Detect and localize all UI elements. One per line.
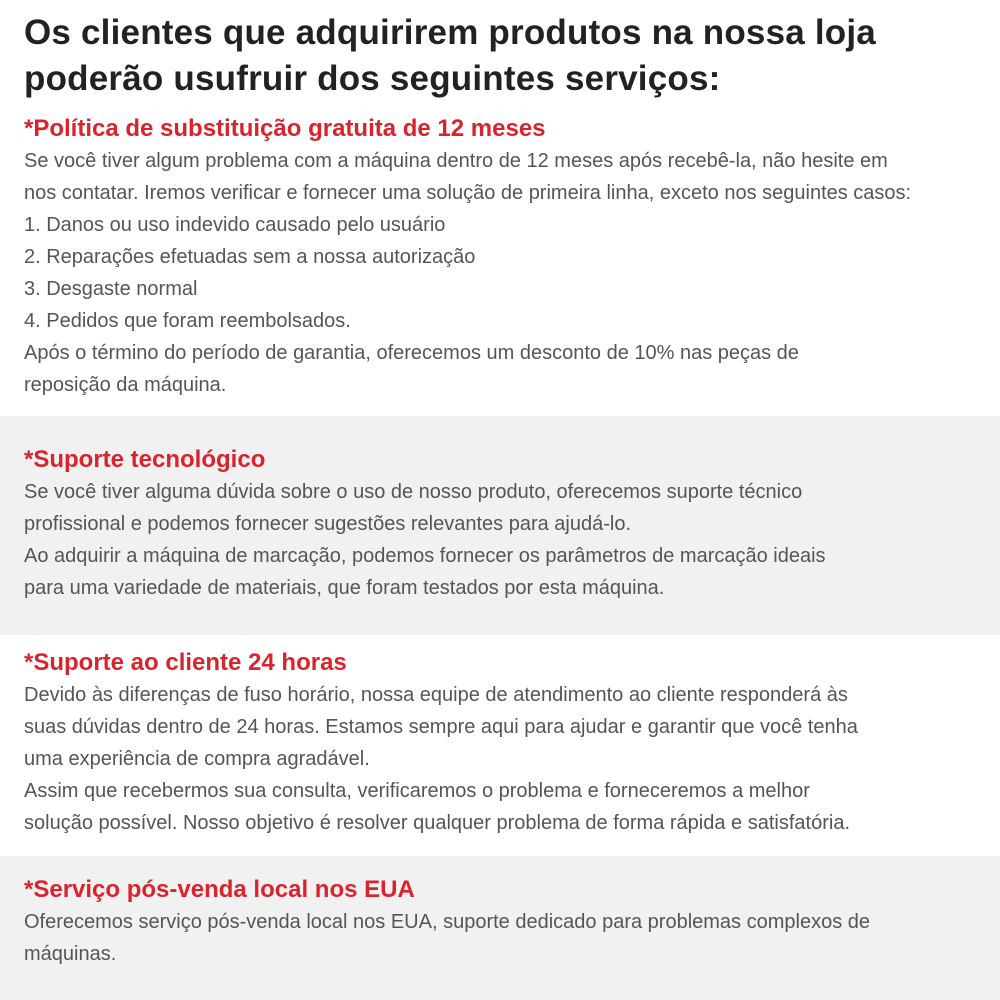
body-line: 3. Desgaste normal: [24, 278, 198, 300]
section-body-customer-support: [24, 679, 984, 839]
page-title-line-2: poderão usufruir dos seguintes serviços:: [24, 59, 721, 98]
body-line: Devido às diferenças de fuso horário, nossa equipe de atendimento ao cliente responderá às: [24, 684, 848, 706]
body-line: para uma variedade de materiais, que foram testados por esta máquina.: [24, 577, 665, 599]
body-line: 1. Danos ou uso indevido causado pelo usuário: [24, 214, 446, 236]
body-line: uma experiência de compra agradável.: [24, 748, 370, 770]
body-line: Oferecemos serviço pós-venda local nos EUA, suporte dedicado para problemas complexos de: [24, 911, 870, 933]
body-line: suas dúvidas dentro de 24 horas. Estamos sempre aqui para ajudar e garantir que você tenha: [24, 716, 858, 738]
body-line: máquinas.: [24, 943, 117, 965]
section-heading-customer-support: *Suporte ao cliente 24 horas: [24, 649, 347, 676]
section-heading-warranty: *Política de substituição gratuita de 12 meses: [24, 115, 546, 142]
section-body-tech-support: [24, 476, 984, 604]
body-line: solução possível. Nosso objetivo é resolver qualquer problema de forma rápida e satisfatória.: [24, 812, 850, 834]
body-line: Após o término do período de garantia, oferecemos um desconto de 10% nas peças de: [24, 342, 799, 364]
section-body-local-service: [24, 906, 984, 970]
body-line: 4. Pedidos que foram reembolsados.: [24, 310, 351, 332]
section-local-service: [0, 856, 1000, 1000]
page-title-line-1: Os clientes que adquirirem produtos na nossa loja: [24, 13, 876, 52]
page-title: [24, 10, 984, 102]
section-body-warranty: [24, 145, 984, 401]
body-line: profissional e podemos fornecer sugestões relevantes para ajudá-lo.: [24, 513, 632, 535]
section-tech-support: [0, 416, 1000, 635]
body-line: nos contatar. Iremos verificar e fornecer uma solução de primeira linha, exceto nos seguintes casos:: [24, 182, 912, 204]
body-line: reposição da máquina.: [24, 374, 227, 396]
body-line: Se você tiver alguma dúvida sobre o uso de nosso produto, oferecemos suporte técnico: [24, 481, 803, 503]
section-customer-support: [0, 635, 1000, 856]
section-heading-tech-support: *Suporte tecnológico: [24, 446, 266, 473]
body-line: Assim que recebermos sua consulta, verificaremos o problema e forneceremos a melhor: [24, 780, 810, 802]
body-line: Se você tiver algum problema com a máquina dentro de 12 meses após recebê-la, não hesite em: [24, 150, 888, 172]
section-warranty: [0, 113, 1000, 416]
body-line: Ao adquirir a máquina de marcação, podemos fornecer os parâmetros de marcação ideais: [24, 545, 826, 567]
body-line: 2. Reparações efetuadas sem a nossa autorização: [24, 246, 476, 268]
section-heading-local-service: *Serviço pós-venda local nos EUA: [24, 876, 415, 903]
